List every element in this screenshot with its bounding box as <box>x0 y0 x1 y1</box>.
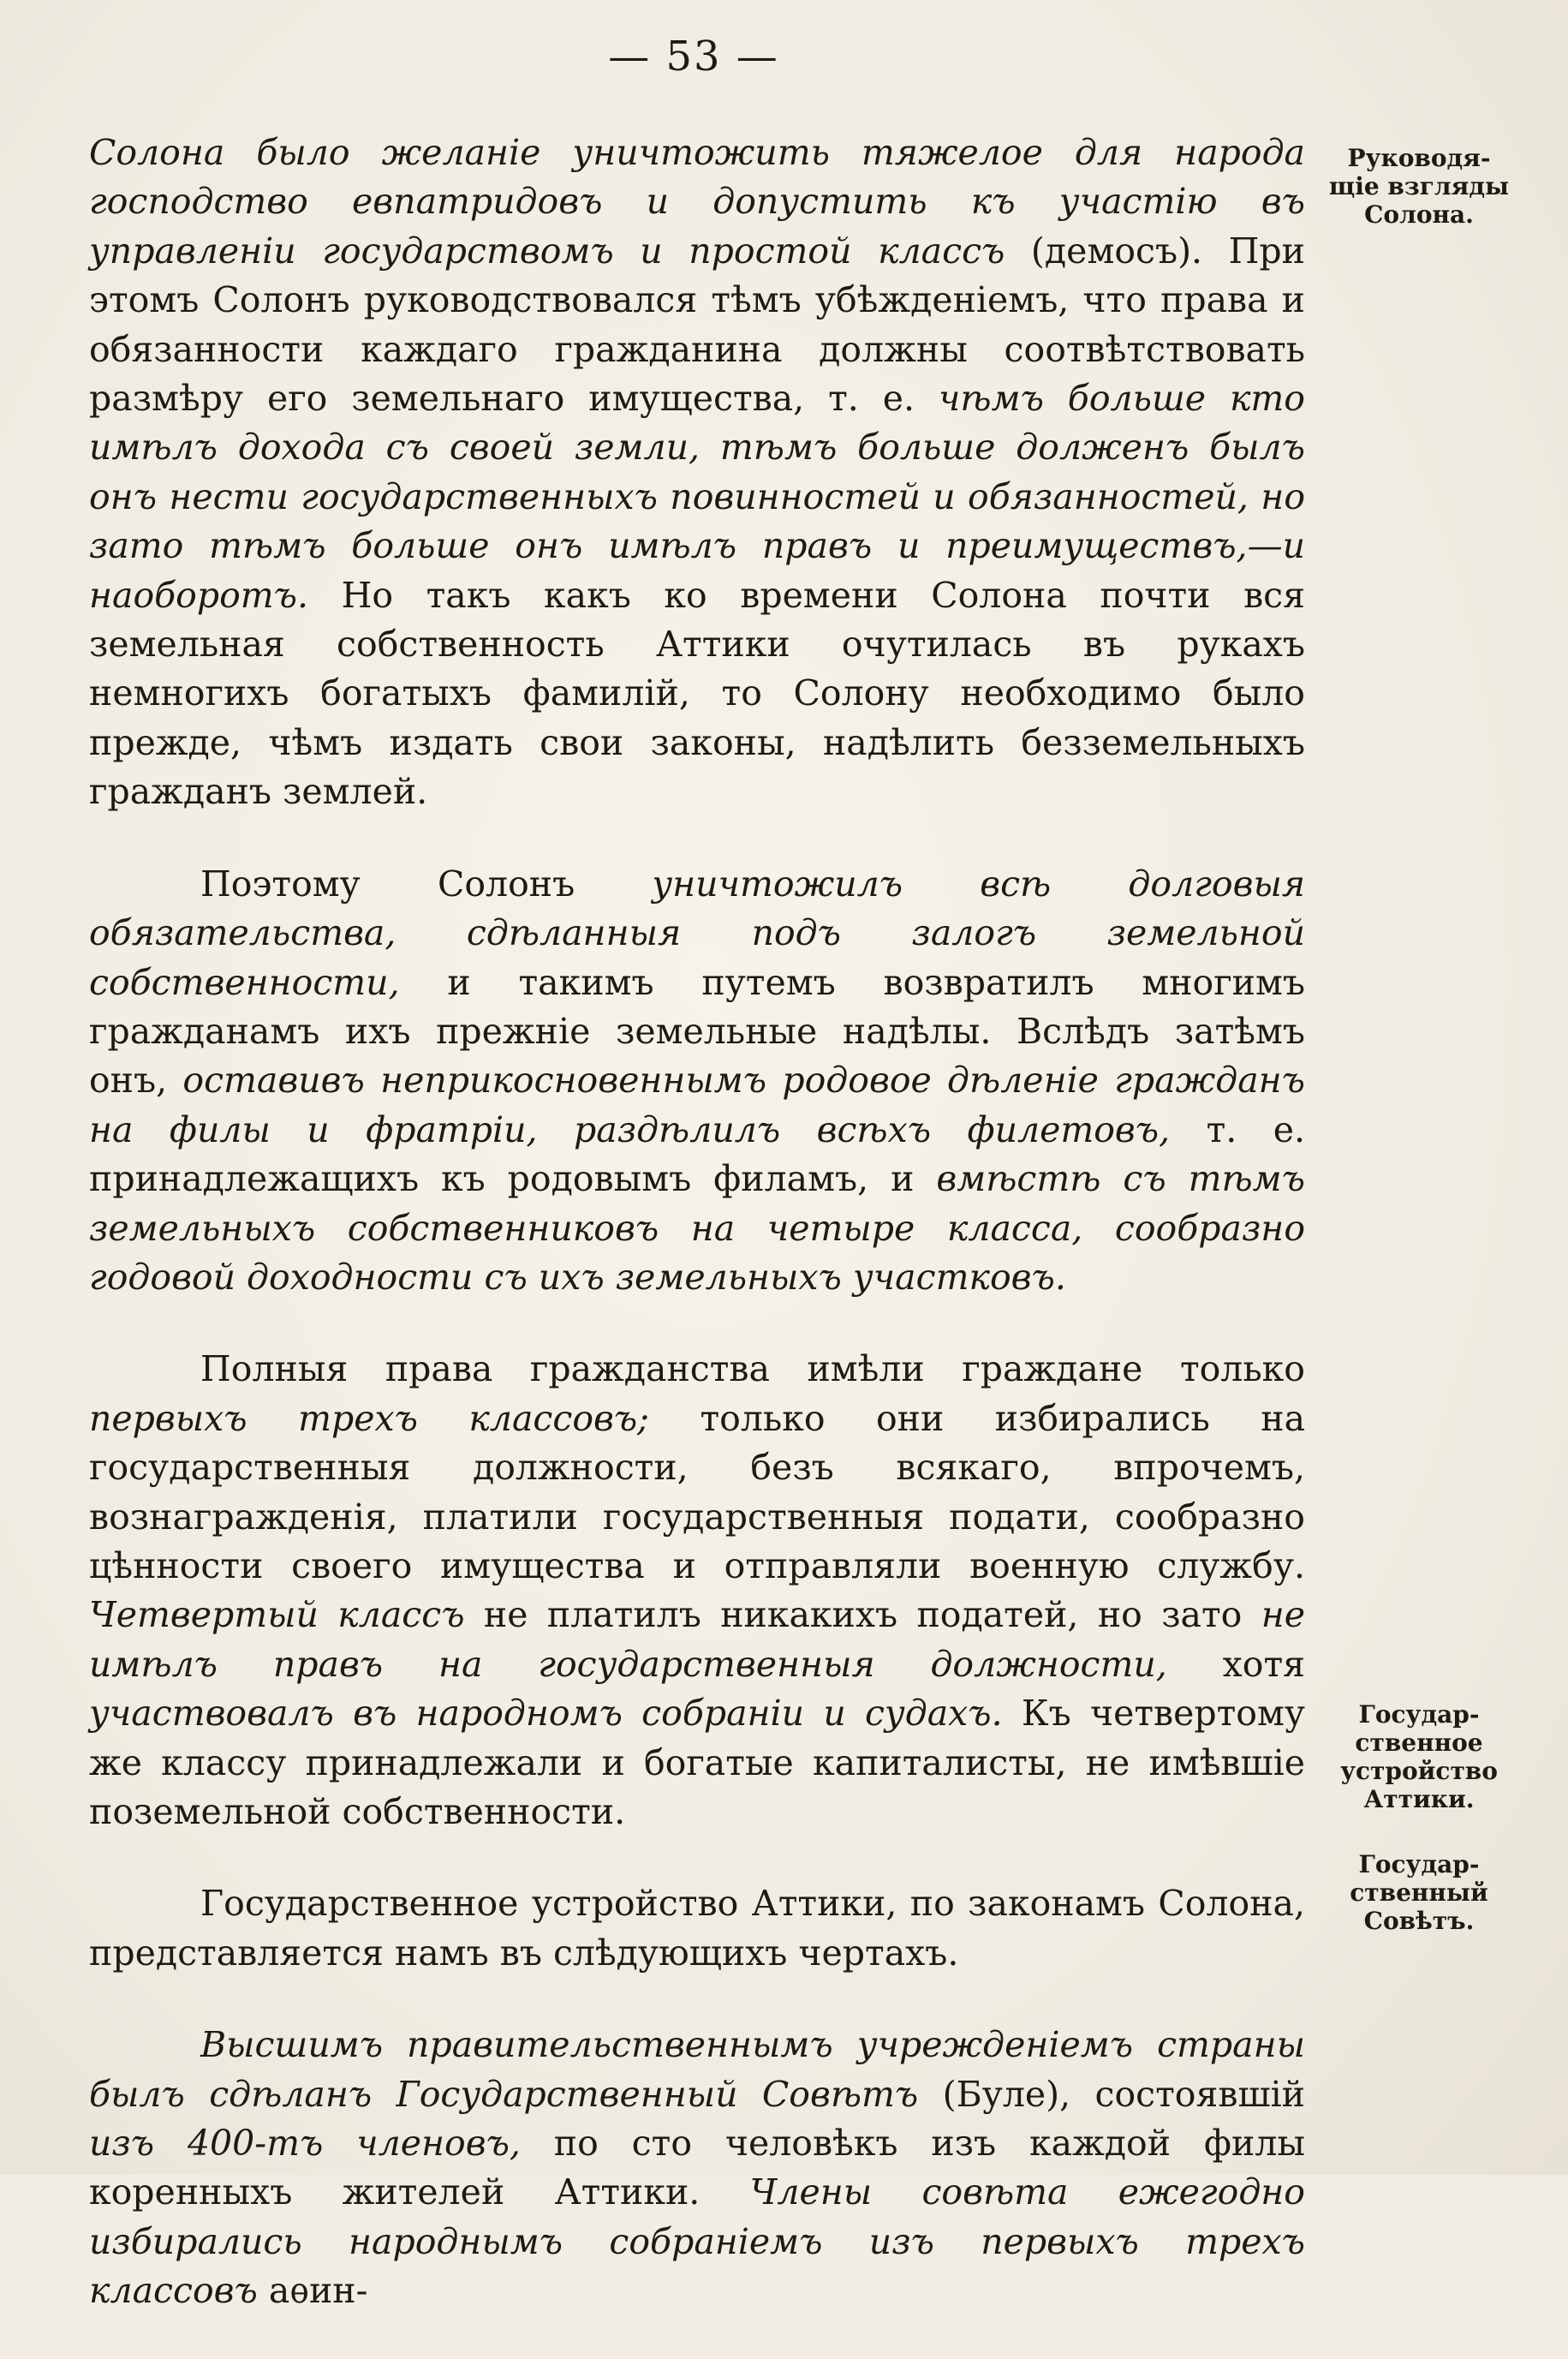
text-span: изъ 400-тъ членовъ, <box>89 2123 521 2165</box>
text-span: хотя <box>1166 1643 1305 1685</box>
text-span: (Буле), состоявшій <box>918 2073 1305 2115</box>
paragraph <box>89 1345 1305 1836</box>
margin-note: Руководя-щіе взгляды Солона. <box>1328 144 1510 229</box>
text-span: первыхъ трехъ классовъ; <box>89 1397 650 1439</box>
text-span: участвовалъ въ народномъ собраніи и судахъ. <box>89 1693 1003 1735</box>
margin-note: Государ-ственное устройство Аттики. <box>1340 1700 1498 1813</box>
paragraph <box>89 860 1305 1303</box>
text-span: Четвертый классъ <box>89 1594 465 1636</box>
page-number: — 53 — <box>608 33 779 81</box>
text-span: Поэтому Солонъ <box>200 863 653 905</box>
paragraph <box>89 1879 1305 1978</box>
text-span: Полныя права гражданства имѣли граждане только <box>200 1348 1305 1390</box>
text-span: вмѣстѣ съ тѣмъ земельныхъ собственниковъ на четыре класса, сообразно годовой доходности съ ихъ земельныхъ участковъ. <box>89 1158 1305 1298</box>
text-span: Къ четвертому же классу принадлежали и богатые капиталисты, не имѣвшіе поземельной собственности. <box>89 1693 1305 1832</box>
text-span: Солона было желаніе уничтожить тяжелое для народа господство евпатридовъ и допустить къ участію въ управленіи государствомъ и простой классъ <box>89 132 1305 272</box>
paragraph <box>89 128 1305 817</box>
text-span: только они избирались на государственныя должности, безъ всякаго, впрочемъ, вознагражденія, платили государственныя подати, сообразно цѣнности своего имущества и отправляли военную службу. <box>89 1397 1306 1586</box>
text-span: Государственное устройство Аттики, по законамъ Солона, представляется намъ въ слѣдующихъ чертахъ. <box>89 1883 1305 1974</box>
main-text <box>89 128 1305 2359</box>
text-span: оставивъ неприкосновеннымъ родовое дѣленіе гражданъ на филы и фратріи, раздѣлилъ всѣхъ филетовъ, <box>89 1060 1305 1150</box>
text-span: уничтожилъ всѣ долговыя обязательства, сдѣланныя подъ залогъ земельной собственности, <box>89 863 1305 1003</box>
paragraph <box>89 2021 1305 2315</box>
text-span: не платилъ никакихъ податей, но зато <box>464 1594 1261 1636</box>
text-span: (демосъ). При этомъ Солонъ руководствовался тѣмъ убѣжденіемъ, что права и обязанности каждаго гражданина должны соотвѣтствовать размѣру его земельнаго имущества, т. е. <box>89 230 1305 420</box>
text-span: т. е. принадлежащихъ къ родовымъ филамъ, и <box>89 1108 1306 1200</box>
text-span: Высшимъ правительственнымъ учрежденіемъ страны былъ сдѣланъ Государственный Совѣтъ <box>89 2024 1305 2115</box>
text-span: чѣмъ больше кто имѣлъ дохода съ своей земли, тѣмъ больше долженъ былъ онъ нести государственныхъ повинностей и обязанностей, но зато тѣмъ больше онъ имѣлъ правъ и преимуществъ,—и наоборотъ. <box>89 378 1305 616</box>
margin-note: Государ-ственный Совѣтъ. <box>1350 1850 1488 1935</box>
text-span: Члены совѣта ежегодно избирались народнымъ собраніемъ изъ первыхъ трехъ классовъ <box>89 2171 1305 2312</box>
text-span: и такимъ путемъ возвратилъ многимъ гражданамъ ихъ прежніе земельные надѣлы. Вслѣдъ затѣмъ онъ, <box>89 961 1305 1102</box>
text-span: по сто человѣкъ изъ каждой филы коренныхъ жителей Аттики. <box>89 2123 1306 2213</box>
text-span: не имѣлъ правъ на государственныя должности, <box>89 1594 1306 1685</box>
text-span: аѳин- <box>257 2270 368 2312</box>
text-span: Но такъ какъ ко времени Солона почти вся земельная собственность Аттики очутилась въ рукахъ немногихъ богатыхъ фамилій, то Солону необходимо было прежде, чѣмъ издать свои законы, надѣлить безземельныхъ гражданъ землей. <box>89 574 1305 813</box>
